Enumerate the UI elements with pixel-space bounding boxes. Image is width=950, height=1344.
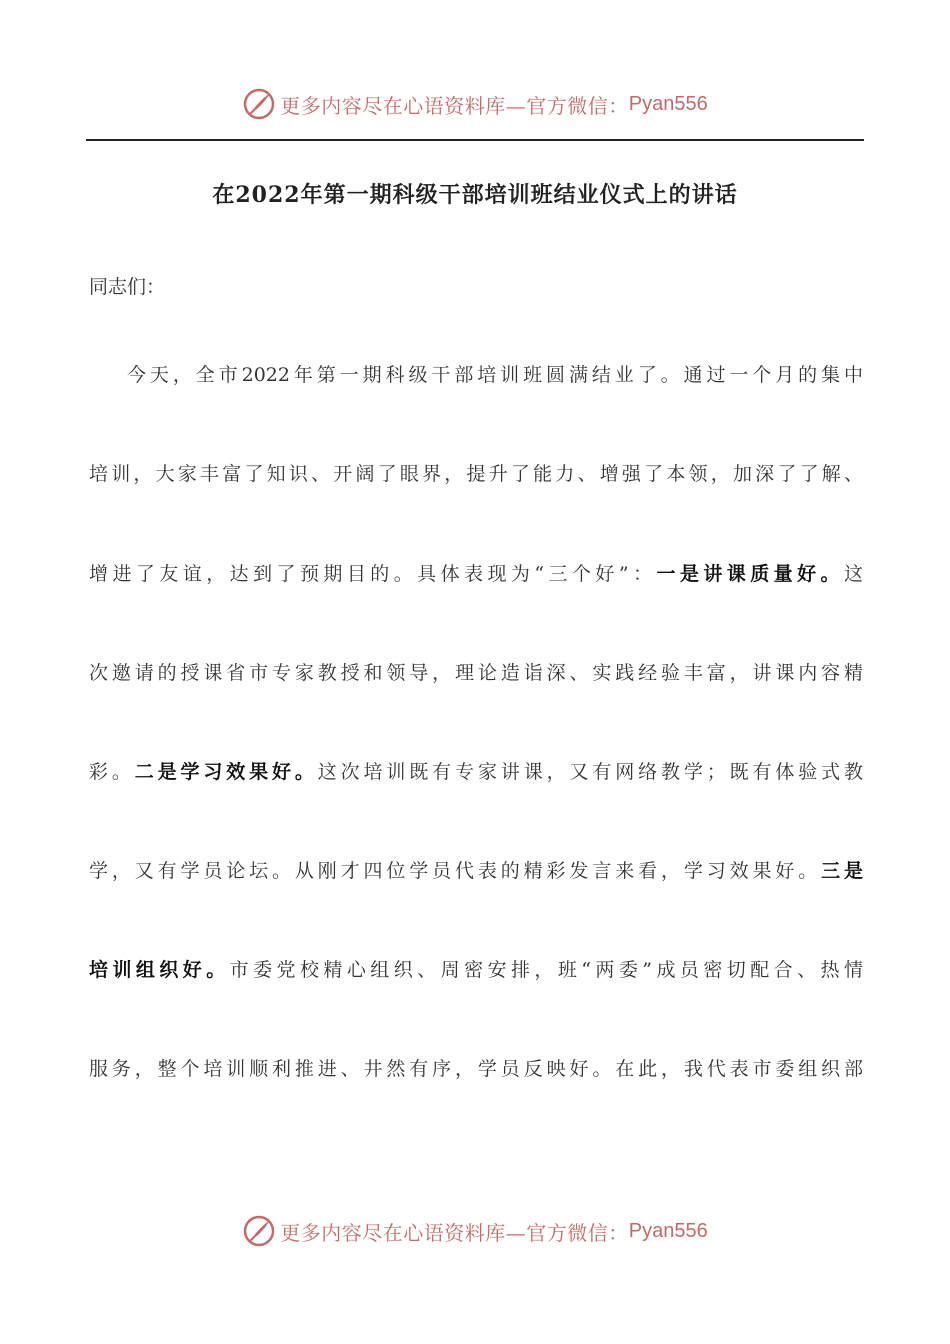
brand-slogan: 更多内容尽在心语资料库—官方微信：	[280, 93, 629, 118]
brand-wechat-id: Pyan556	[628, 92, 708, 115]
document-title: 在2022年第一期科级干部培训班结业仪式上的讲话	[212, 182, 738, 208]
text-run: 市委党校精心组织、周密安排，班“两委”成员密切配合、热情	[229, 959, 863, 981]
page-header	[0, 84, 950, 124]
page-footer	[0, 1211, 950, 1251]
paragraph-line: 培训，大家丰富了知识、开阔了眼界，提升了能力、增强了本领，加深了了解、	[89, 463, 863, 485]
text-run: 这次培训既有专家讲课，又有网络教学；既有体验式教	[317, 761, 863, 783]
paragraph-line: 今天，全市2022年第一期科级干部培训班圆满结业了。通过一个月的集中	[127, 364, 863, 386]
text-run: 学，又有学员论坛。从刚才四位学员代表的精彩发言来看，学习效果好。	[89, 860, 822, 882]
quill-logo-icon	[242, 1214, 276, 1248]
paragraph-line	[89, 856, 863, 886]
text-run: 这	[843, 563, 863, 585]
emphasis-text: 一是讲课质量好。	[656, 563, 844, 585]
brand-slogan: 更多内容尽在心语资料库—官方微信：	[280, 1220, 629, 1245]
paragraph-line	[89, 757, 863, 787]
text-run: 增进了友谊，达到了预期目的。具体表现为“三个好”：	[89, 563, 657, 585]
emphasis-text: 三是	[821, 860, 863, 882]
emphasis-text: 二是学习效果好。	[134, 761, 318, 783]
quill-logo-icon	[242, 87, 276, 121]
salutation: 同志们：	[89, 276, 166, 298]
text-run: 彩。	[89, 761, 135, 783]
brand-wechat-id: Pyan556	[628, 1219, 708, 1242]
paragraph-line: 次邀请的授课省市专家教授和领导，理论造诣深、实践经验丰富，讲课内容精	[89, 662, 863, 684]
paragraph-line	[89, 955, 863, 985]
header-divider	[86, 139, 864, 141]
paragraph-line	[89, 559, 863, 589]
emphasis-text: 培训组织好。	[89, 959, 230, 981]
paragraph-line: 服务，整个培训顺利推进、井然有序，学员反映好。在此，我代表市委组织部	[89, 1058, 863, 1080]
